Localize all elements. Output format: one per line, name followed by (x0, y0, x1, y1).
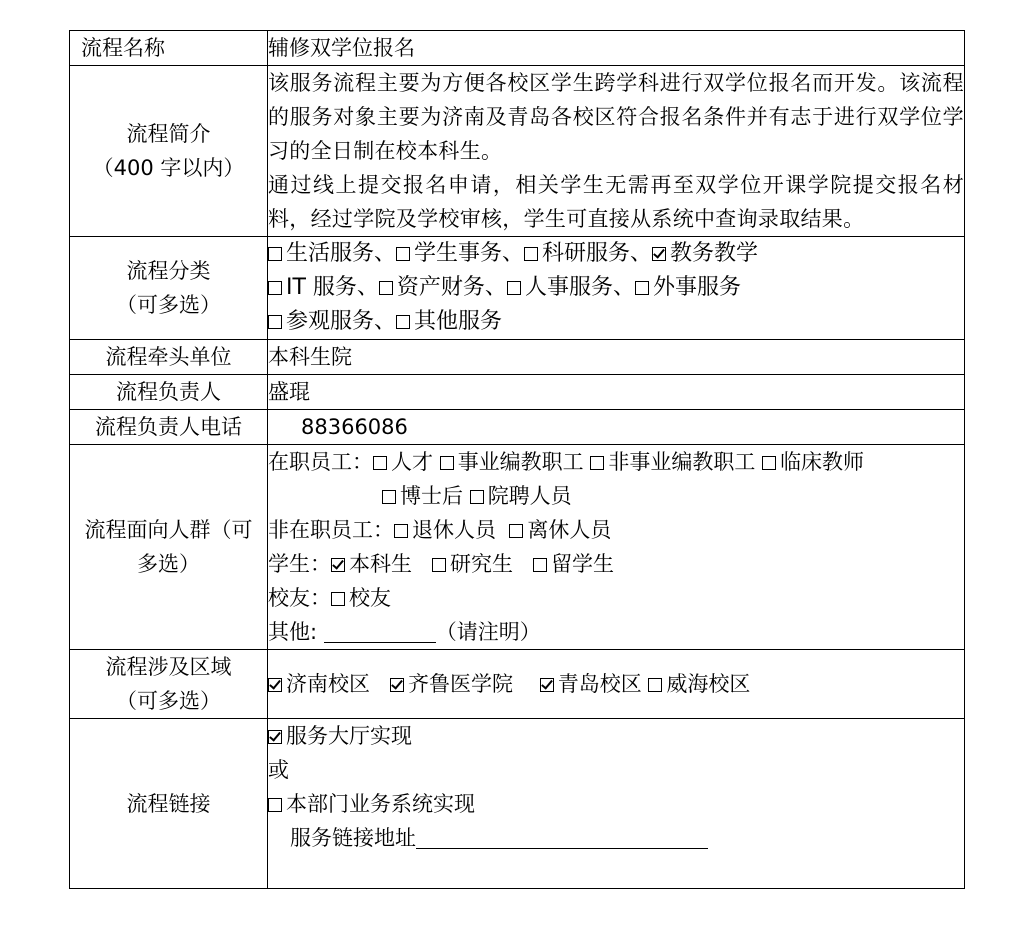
value-region (268, 650, 965, 719)
label-intro (70, 66, 268, 237)
audience-option[interactable]: 博士后 (382, 484, 463, 508)
link-address-blank[interactable] (416, 826, 708, 849)
label-link: 流程链接 (70, 719, 268, 889)
category-line-2 (268, 271, 964, 305)
region-option[interactable]: 威海校区 (648, 672, 750, 696)
checkbox-checked-icon (268, 678, 282, 692)
checkbox-icon (509, 524, 523, 538)
other-note: （请注明） (435, 620, 541, 644)
value-unit: 本科生院 (268, 340, 965, 375)
category-option[interactable]: 参观服务、 (268, 309, 396, 334)
label-region (70, 650, 268, 719)
category-option[interactable]: 其他服务 (396, 309, 502, 334)
checkbox-icon (440, 456, 454, 470)
link-option-hall[interactable]: 服务大厅实现 (268, 719, 964, 753)
audience-option[interactable]: 研究生 (432, 552, 513, 576)
value-owner: 盛琨 (268, 375, 965, 410)
label-owner: 流程负责人 (70, 375, 268, 410)
label-audience (70, 445, 268, 650)
label-intro-limit: （400 字以内） (92, 156, 245, 180)
label-intro-text: 流程简介 (126, 122, 211, 146)
row-phone (70, 410, 965, 445)
checkbox-icon (382, 490, 396, 504)
category-line-1 (268, 237, 964, 271)
checkbox-icon (373, 456, 387, 470)
label-unit: 流程牵头单位 (70, 340, 268, 375)
row-owner (70, 375, 965, 410)
label-audience-multi: 多选） (137, 552, 200, 576)
value-process-name (268, 31, 965, 66)
category-line-3 (268, 305, 964, 339)
checkbox-icon (331, 592, 345, 606)
process-name-text: 辅修双学位报名 (268, 36, 415, 60)
checkbox-icon (762, 456, 776, 470)
region-option[interactable]: 济南校区 (268, 672, 370, 696)
audience-staff-line-2 (268, 479, 964, 513)
row-name (70, 31, 965, 66)
audience-option[interactable]: 校友 (331, 586, 391, 610)
alumni-label: 校友： (268, 586, 331, 610)
phone-number: 88366086 (301, 415, 408, 439)
checkbox-icon (268, 281, 282, 295)
checkbox-icon (396, 315, 410, 329)
audience-other-line (268, 615, 964, 649)
audience-staff-line (268, 445, 964, 479)
value-category (268, 237, 965, 340)
checkbox-icon (533, 558, 547, 572)
audience-option[interactable]: 临床教师 (762, 450, 864, 474)
category-option[interactable]: 学生事务、 (396, 241, 524, 266)
process-form-table (69, 30, 965, 889)
value-link (268, 719, 965, 889)
row-category (70, 237, 965, 340)
checkbox-checked-icon (331, 558, 345, 572)
audience-student-line (268, 547, 964, 581)
label-category-text: 流程分类 (126, 259, 211, 283)
row-unit (70, 340, 965, 375)
label-category-multi: （可多选） (116, 293, 221, 317)
staff-label: 在职员工： (268, 450, 373, 474)
row-intro (70, 66, 965, 237)
audience-option[interactable]: 院聘人员 (470, 484, 572, 508)
checkbox-checked-icon (540, 678, 554, 692)
value-intro (268, 66, 965, 237)
region-option[interactable]: 齐鲁医学院 (390, 672, 513, 696)
value-phone (268, 410, 965, 445)
category-option[interactable]: 科研服务、 (524, 241, 652, 266)
audience-option[interactable]: 本科生 (331, 552, 412, 576)
row-link (70, 719, 965, 889)
label-region-multi: （可多选） (116, 689, 221, 713)
checkbox-icon (590, 456, 604, 470)
value-audience (268, 445, 965, 650)
other-blank-field[interactable] (324, 620, 436, 643)
link-option-dept[interactable]: 本部门业务系统实现 (268, 787, 964, 821)
checkbox-icon (648, 678, 662, 692)
checkbox-icon (268, 798, 282, 812)
row-audience (70, 445, 965, 650)
audience-option[interactable]: 留学生 (533, 552, 614, 576)
category-option[interactable]: IT 服务、 (268, 275, 379, 300)
student-label: 学生： (268, 552, 331, 576)
audience-alumni-line (268, 581, 964, 615)
row-region (70, 650, 965, 719)
checkbox-icon (470, 490, 484, 504)
label-process-name (70, 31, 268, 66)
audience-nonstaff-line (268, 513, 964, 547)
checkbox-icon (432, 558, 446, 572)
checkbox-icon (394, 524, 408, 538)
link-address-line (268, 821, 964, 855)
intro-paragraph-2: 通过线上提交报名申请，相关学生无需再至双学位开课学院提交报名材料，经过学院及学校审核，学生可直接从系统中查询录取结果。 (268, 173, 964, 231)
intro-paragraph-1: 该服务流程主要为方便各校区学生跨学科进行双学位报名而开发。该流程的服务对象主要为济南及青岛各校区符合报名条件并有志于进行双学位学习的全日制在校本科生。 (268, 71, 964, 163)
other-label: 其他: (268, 620, 318, 644)
checkbox-icon (396, 247, 410, 261)
checkbox-checked-icon (652, 247, 666, 261)
region-option[interactable]: 青岛校区 (540, 672, 642, 696)
checkbox-icon (268, 247, 282, 261)
category-option[interactable]: 教务教学 (652, 241, 758, 266)
category-option[interactable]: 资产财务、 (379, 275, 507, 300)
checkbox-icon (379, 281, 393, 295)
checkbox-checked-icon (390, 678, 404, 692)
checkbox-icon (524, 247, 538, 261)
category-option[interactable]: 人事服务、 (507, 275, 635, 300)
link-address-label: 服务链接地址 (290, 826, 416, 850)
audience-option[interactable]: 人才 (373, 450, 433, 474)
category-option[interactable]: 生活服务、 (268, 241, 396, 266)
category-option[interactable]: 外事服务 (635, 275, 741, 300)
label-audience-text: 流程面向人群（可 (84, 518, 253, 542)
checkbox-icon (268, 315, 282, 329)
audience-option[interactable]: 事业编教职工 (440, 450, 584, 474)
link-or-text: 或 (268, 758, 289, 782)
label-category (70, 237, 268, 340)
label-region-text: 流程涉及区域 (105, 655, 232, 679)
checkbox-checked-icon (268, 730, 282, 744)
nonstaff-label: 非在职员工： (268, 518, 394, 542)
label-phone: 流程负责人电话 (70, 410, 268, 445)
audience-option[interactable]: 非事业编教职工 (590, 450, 755, 474)
checkbox-icon (507, 281, 521, 295)
label-process-name-text: 流程名称 (81, 36, 165, 60)
audience-option[interactable]: 退休人员 (394, 518, 496, 542)
checkbox-icon (635, 281, 649, 295)
audience-option[interactable]: 离休人员 (509, 518, 611, 542)
